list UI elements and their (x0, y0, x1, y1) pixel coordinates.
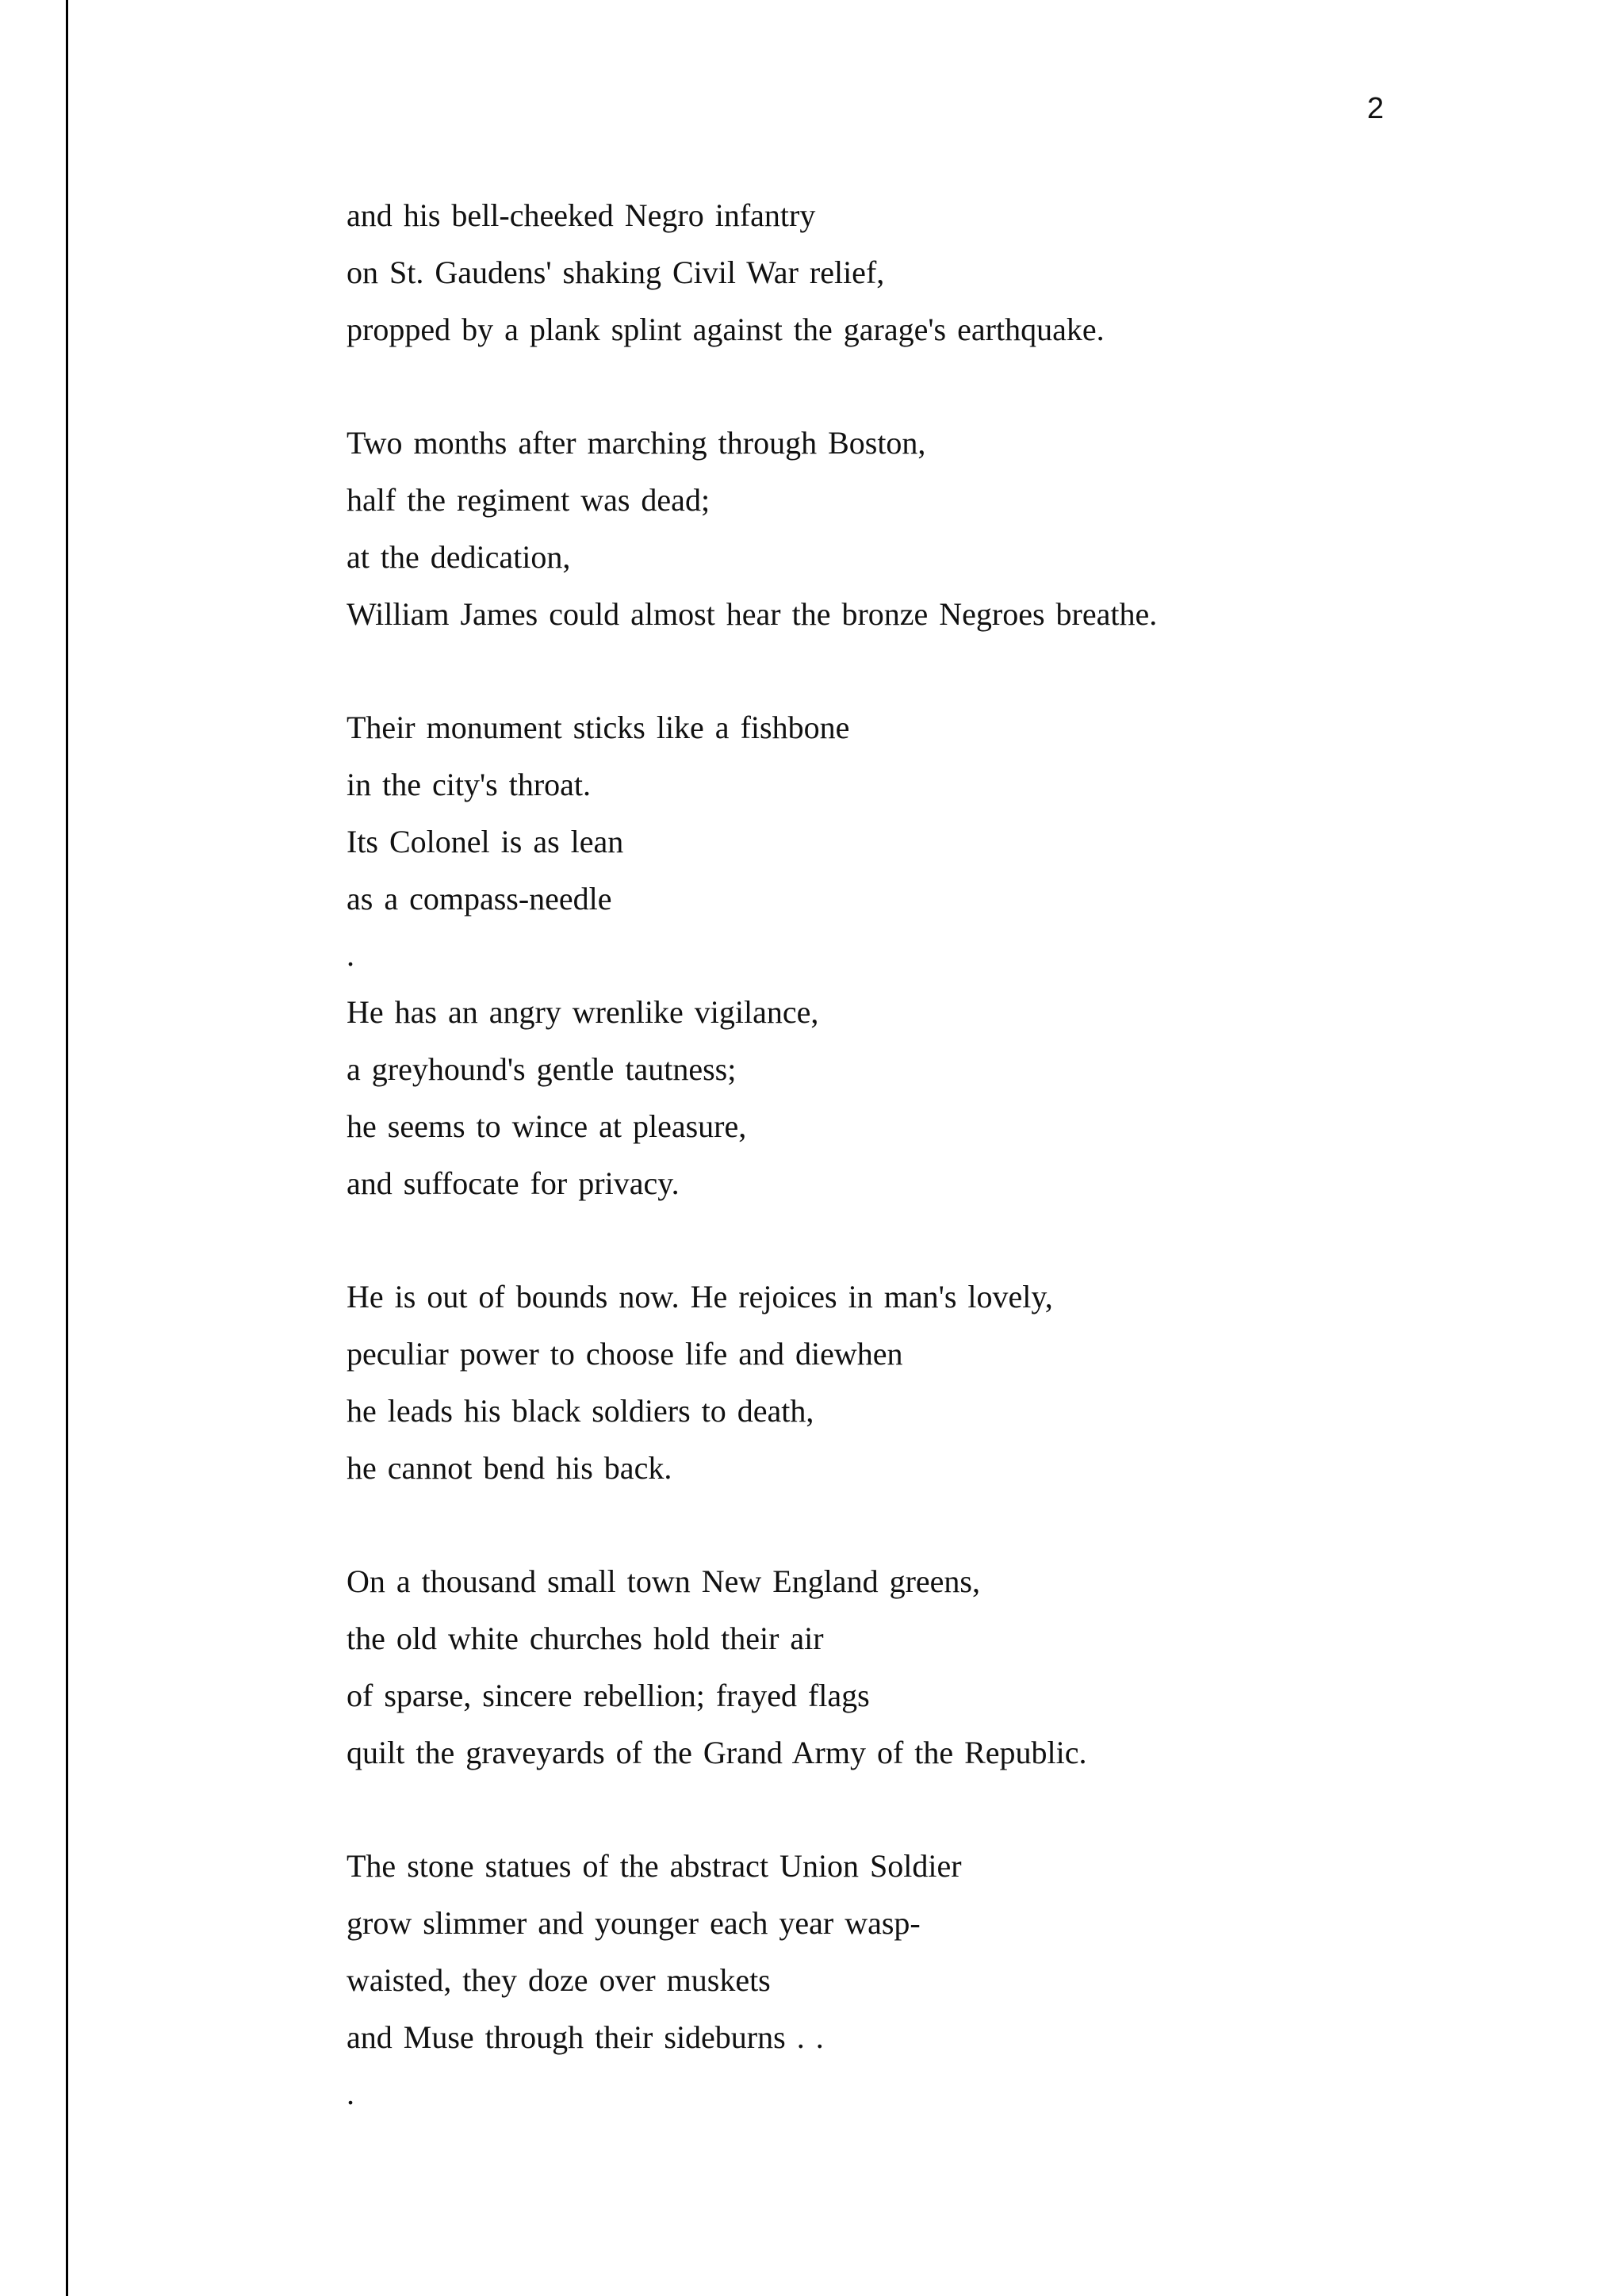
poem-line: . (347, 2076, 354, 2112)
poem-line: half the regiment was dead; (347, 481, 710, 518)
poem-line: the old white churches hold their air (347, 1620, 824, 1656)
poem-line (347, 653, 1457, 710)
poem-body (347, 198, 1457, 2133)
poem-line: William James could almost hear the bronze Negroes breathe. (347, 595, 1158, 632)
poem-line: The stone statues of the abstract Union Soldier (347, 1848, 962, 1885)
poem-line: on St. Gaudens' shaking Civil War relief, (347, 254, 885, 290)
poem-line: he leads his black soldiers to death, (347, 1392, 814, 1429)
poem-line: at the dedication, (347, 538, 571, 575)
poem-line (347, 1507, 1457, 1564)
poem-line (347, 369, 1457, 426)
poem-line: he cannot bend his back. (347, 1449, 672, 1486)
poem-line: and Muse through their sideburns . . (347, 2019, 824, 2055)
poem-line: as a compass-needle (347, 880, 612, 916)
poem-line: peculiar power to choose life and diewhen (347, 1335, 903, 1372)
poem-line: in the city's throat. (347, 766, 592, 802)
poem-line: and his bell-cheeked Negro infantry (347, 197, 816, 233)
poem-line: Two months after marching through Boston, (347, 425, 926, 461)
poem-line: propped by a plank splint against the garage's earthquake. (347, 311, 1105, 347)
poem-line: quilt the graveyards of the Grand Army of the Republic. (347, 1734, 1087, 1770)
poem-line: and suffocate for privacy. (347, 1165, 680, 1201)
page-number: 2 (1367, 92, 1385, 125)
poem-line: . (347, 937, 354, 974)
poem-line: waisted, they doze over muskets (347, 1961, 771, 1998)
poem-line: grow slimmer and younger each year wasp- (347, 1904, 921, 1941)
poem-line (347, 1792, 1457, 1849)
poem-line: he seems to wince at pleasure, (347, 1108, 747, 1144)
left-margin-rule (66, 0, 68, 2296)
poem-line: He has an angry wrenlike vigilance, (347, 994, 819, 1031)
poem-line: On a thousand small town New England greens, (347, 1563, 980, 1600)
poem-line: Its Colonel is as lean (347, 823, 624, 859)
poem-line: He is out of bounds now. He rejoices in man's lovely, (347, 1279, 1053, 1315)
poem-line (347, 1223, 1457, 1280)
poem-line: Their monument sticks like a fishbone (347, 710, 850, 746)
poem-line: a greyhound's gentle tautness; (347, 1050, 737, 1087)
poem-line: of sparse, sincere rebellion; frayed flags (347, 1677, 870, 1713)
